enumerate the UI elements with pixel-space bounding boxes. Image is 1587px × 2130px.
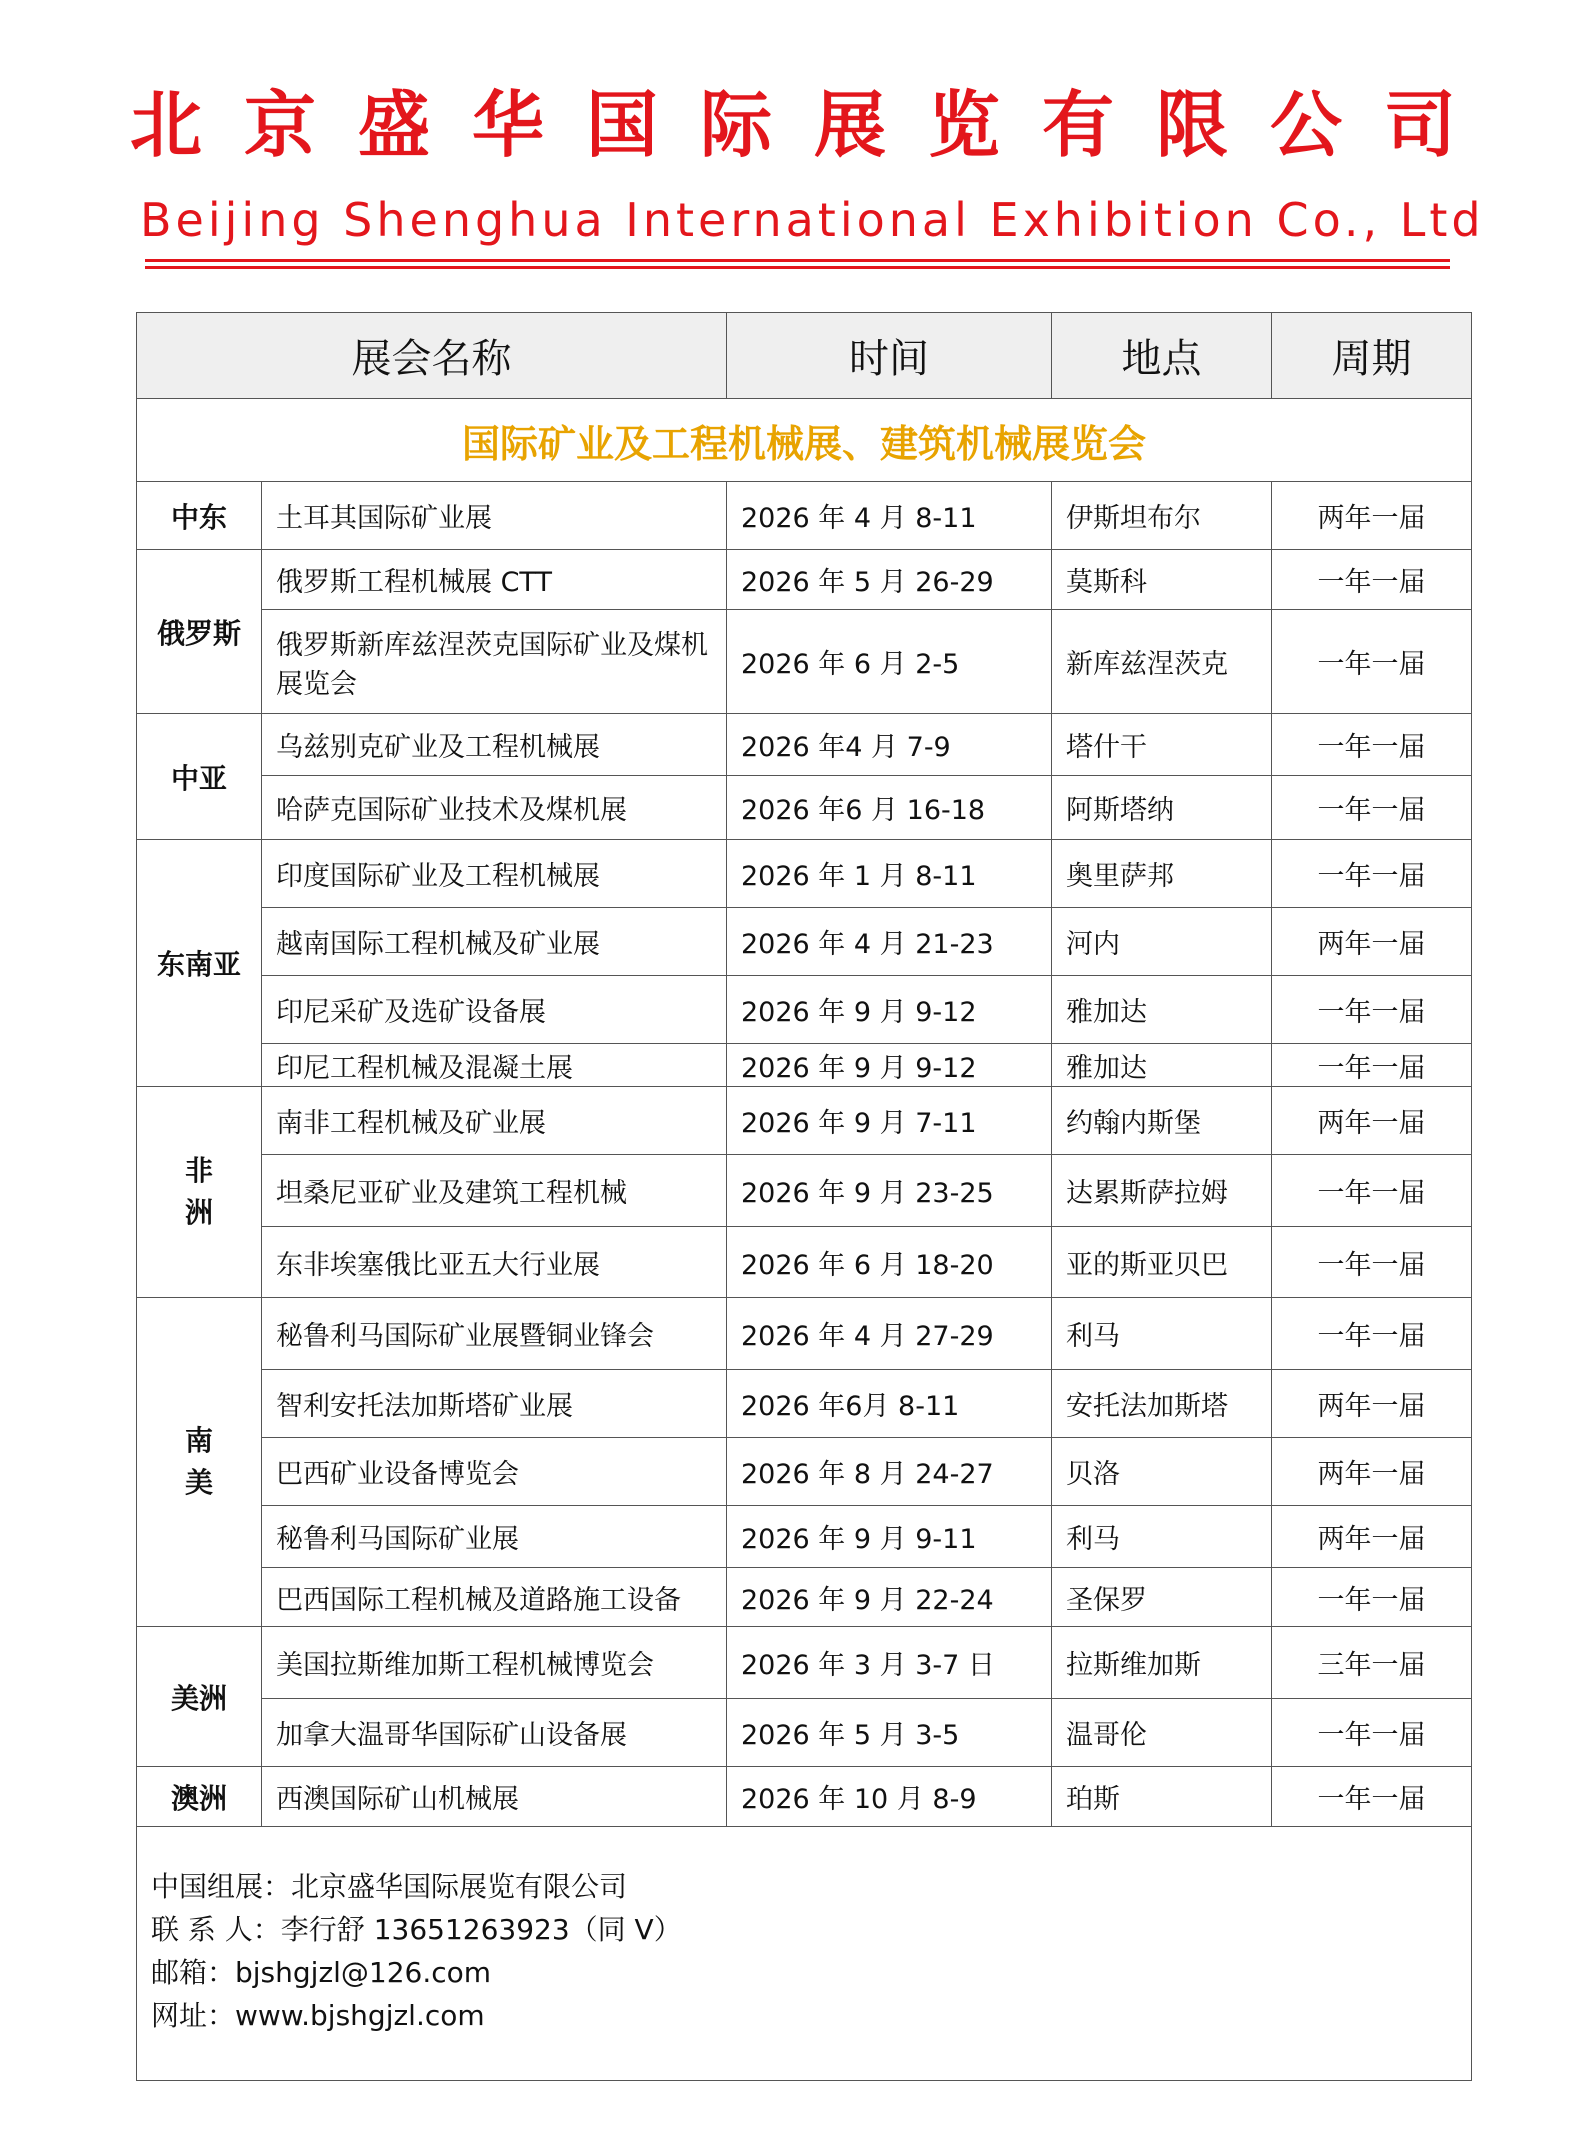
table-row bbox=[137, 1370, 1472, 1438]
exhibition-time: 2026 年4 月 7-9 bbox=[727, 714, 1052, 776]
table-row bbox=[137, 976, 1472, 1044]
exhibition-name: 智利安托法加斯塔矿业展 bbox=[262, 1370, 727, 1438]
exhibition-place: 珀斯 bbox=[1052, 1767, 1272, 1827]
exhibition-place: 约翰内斯堡 bbox=[1052, 1087, 1272, 1155]
region-label: 中东 bbox=[137, 482, 262, 550]
table-row bbox=[137, 1227, 1472, 1298]
region-label: 南美 bbox=[137, 1298, 262, 1627]
exhibition-name: 秘鲁利马国际矿业展暨铜业锋会 bbox=[262, 1298, 727, 1370]
exhibition-time: 2026 年 9 月 9-11 bbox=[727, 1506, 1052, 1568]
exhibition-time: 2026 年 6 月 2-5 bbox=[727, 610, 1052, 714]
exhibition-place: 雅加达 bbox=[1052, 1044, 1272, 1087]
exhibition-place: 塔什干 bbox=[1052, 714, 1272, 776]
exhibition-time: 2026 年 9 月 9-12 bbox=[727, 1044, 1052, 1087]
exhibition-place: 安托法加斯塔 bbox=[1052, 1370, 1272, 1438]
exhibition-cycle: 两年一届 bbox=[1272, 1506, 1472, 1568]
region-label: 非洲 bbox=[137, 1087, 262, 1298]
exhibition-time: 2026 年 4 月 8-11 bbox=[727, 482, 1052, 550]
table-row bbox=[137, 1627, 1472, 1699]
exhibition-cycle: 一年一届 bbox=[1272, 1568, 1472, 1627]
exhibition-place: 温哥伦 bbox=[1052, 1699, 1272, 1767]
section-title: 国际矿业及工程机械展、建筑机械展览会 bbox=[137, 399, 1472, 482]
table-row bbox=[137, 1044, 1472, 1087]
exhibition-time: 2026 年 6 月 18-20 bbox=[727, 1227, 1052, 1298]
organizer-line: 中国组展：北京盛华国际展览有限公司 bbox=[151, 1870, 628, 1903]
exhibition-time: 2026 年6月 8-11 bbox=[727, 1370, 1052, 1438]
exhibition-time: 2026 年 3 月 3-7 日 bbox=[727, 1627, 1052, 1699]
table-row bbox=[137, 1438, 1472, 1506]
exhibition-place: 利马 bbox=[1052, 1298, 1272, 1370]
exhibition-time: 2026 年 9 月 22-24 bbox=[727, 1568, 1052, 1627]
exhibition-cycle: 两年一届 bbox=[1272, 482, 1472, 550]
email-line: 邮箱：bjshgjzl@126.com bbox=[151, 1956, 492, 1989]
contact-person-line: 联 系 人：李行舒 13651263923（同 V） bbox=[151, 1913, 682, 1946]
table-row bbox=[137, 1568, 1472, 1627]
exhibition-time: 2026 年 8 月 24-27 bbox=[727, 1438, 1052, 1506]
exhibition-name: 巴西矿业设备博览会 bbox=[262, 1438, 727, 1506]
table-row bbox=[137, 776, 1472, 840]
exhibition-name: 俄罗斯工程机械展 CTT bbox=[262, 550, 727, 610]
exhibition-cycle: 一年一届 bbox=[1272, 1044, 1472, 1087]
exhibition-name: 南非工程机械及矿业展 bbox=[262, 1087, 727, 1155]
table-row bbox=[137, 1699, 1472, 1767]
exhibition-place: 拉斯维加斯 bbox=[1052, 1627, 1272, 1699]
region-label: 俄罗斯 bbox=[137, 550, 262, 714]
exhibition-cycle: 两年一届 bbox=[1272, 1087, 1472, 1155]
exhibition-name: 西澳国际矿山机械展 bbox=[262, 1767, 727, 1827]
table-row bbox=[137, 908, 1472, 976]
exhibition-cycle: 一年一届 bbox=[1272, 550, 1472, 610]
exhibition-time: 2026 年 1 月 8-11 bbox=[727, 840, 1052, 908]
exhibition-cycle: 两年一届 bbox=[1272, 1438, 1472, 1506]
table-row bbox=[137, 610, 1472, 714]
region-label: 美洲 bbox=[137, 1627, 262, 1767]
exhibition-place: 莫斯科 bbox=[1052, 550, 1272, 610]
exhibition-time: 2026 年 10 月 8-9 bbox=[727, 1767, 1052, 1827]
table-row bbox=[137, 1506, 1472, 1568]
exhibition-place: 阿斯塔纳 bbox=[1052, 776, 1272, 840]
exhibition-name: 巴西国际工程机械及道路施工设备 bbox=[262, 1568, 727, 1627]
exhibition-time: 2026 年 4 月 21-23 bbox=[727, 908, 1052, 976]
exhibition-name: 加拿大温哥华国际矿山设备展 bbox=[262, 1699, 727, 1767]
exhibition-place: 奥里萨邦 bbox=[1052, 840, 1272, 908]
header-rule bbox=[145, 266, 1450, 269]
table-header-row bbox=[137, 313, 1472, 399]
exhibition-table bbox=[136, 312, 1472, 2081]
col-header-time: 时间 bbox=[727, 313, 1052, 399]
exhibition-time: 2026 年 9 月 23-25 bbox=[727, 1155, 1052, 1227]
exhibition-cycle: 两年一届 bbox=[1272, 1370, 1472, 1438]
exhibition-name: 秘鲁利马国际矿业展 bbox=[262, 1506, 727, 1568]
exhibition-place: 达累斯萨拉姆 bbox=[1052, 1155, 1272, 1227]
exhibition-place: 亚的斯亚贝巴 bbox=[1052, 1227, 1272, 1298]
exhibition-place: 新库兹涅茨克 bbox=[1052, 610, 1272, 714]
table-row bbox=[137, 840, 1472, 908]
table-row bbox=[137, 1087, 1472, 1155]
exhibition-name: 美国拉斯维加斯工程机械博览会 bbox=[262, 1627, 727, 1699]
exhibition-name: 哈萨克国际矿业技术及煤机展 bbox=[262, 776, 727, 840]
section-row bbox=[137, 399, 1472, 482]
exhibition-place: 圣保罗 bbox=[1052, 1568, 1272, 1627]
region-label: 东南亚 bbox=[137, 840, 262, 1087]
exhibition-place: 伊斯坦布尔 bbox=[1052, 482, 1272, 550]
exhibition-name: 越南国际工程机械及矿业展 bbox=[262, 908, 727, 976]
exhibition-time: 2026 年 9 月 7-11 bbox=[727, 1087, 1052, 1155]
exhibition-name: 乌兹别克矿业及工程机械展 bbox=[262, 714, 727, 776]
exhibition-cycle: 一年一届 bbox=[1272, 1699, 1472, 1767]
col-header-name: 展会名称 bbox=[137, 313, 727, 399]
header-rule bbox=[145, 259, 1450, 262]
exhibition-name: 土耳其国际矿业展 bbox=[262, 482, 727, 550]
exhibition-place: 雅加达 bbox=[1052, 976, 1272, 1044]
table-row bbox=[137, 1767, 1472, 1827]
region-label: 澳洲 bbox=[137, 1767, 262, 1827]
contact-block bbox=[137, 1827, 1472, 2081]
exhibition-time: 2026 年 9 月 9-12 bbox=[727, 976, 1052, 1044]
exhibition-place: 河内 bbox=[1052, 908, 1272, 976]
exhibition-cycle: 一年一届 bbox=[1272, 1298, 1472, 1370]
table-row bbox=[137, 1298, 1472, 1370]
table-row bbox=[137, 550, 1472, 610]
exhibition-cycle: 一年一届 bbox=[1272, 1155, 1472, 1227]
exhibition-time: 2026 年6 月 16-18 bbox=[727, 776, 1052, 840]
exhibition-place: 贝洛 bbox=[1052, 1438, 1272, 1506]
exhibition-cycle: 一年一届 bbox=[1272, 840, 1472, 908]
col-header-cycle: 周期 bbox=[1272, 313, 1472, 399]
company-title-cn: 北京盛华国际展览有限公司 bbox=[130, 83, 1499, 167]
exhibition-place: 利马 bbox=[1052, 1506, 1272, 1568]
exhibition-cycle: 一年一届 bbox=[1272, 610, 1472, 714]
exhibition-name: 坦桑尼亚矿业及建筑工程机械 bbox=[262, 1155, 727, 1227]
exhibition-name: 俄罗斯新库兹涅茨克国际矿业及煤机展览会 bbox=[262, 610, 727, 714]
table-row bbox=[137, 482, 1472, 550]
exhibition-name: 东非埃塞俄比亚五大行业展 bbox=[262, 1227, 727, 1298]
exhibition-name: 印尼工程机械及混凝土展 bbox=[262, 1044, 727, 1087]
footer-row bbox=[137, 1827, 1472, 2081]
website-line: 网址：www.bjshgjzl.com bbox=[151, 1999, 485, 2032]
exhibition-time: 2026 年 4 月 27-29 bbox=[727, 1298, 1052, 1370]
col-header-place: 地点 bbox=[1052, 313, 1272, 399]
exhibition-cycle: 三年一届 bbox=[1272, 1627, 1472, 1699]
exhibition-cycle: 一年一届 bbox=[1272, 776, 1472, 840]
exhibition-cycle: 一年一届 bbox=[1272, 1227, 1472, 1298]
exhibition-name: 印尼采矿及选矿设备展 bbox=[262, 976, 727, 1044]
region-label: 中亚 bbox=[137, 714, 262, 840]
exhibition-cycle: 两年一届 bbox=[1272, 908, 1472, 976]
exhibition-cycle: 一年一届 bbox=[1272, 714, 1472, 776]
exhibition-cycle: 一年一届 bbox=[1272, 1767, 1472, 1827]
table-row bbox=[137, 714, 1472, 776]
exhibition-time: 2026 年 5 月 3-5 bbox=[727, 1699, 1052, 1767]
company-title-en: Beijing Shenghua International Exhibition Co., Ltd bbox=[140, 193, 1485, 247]
exhibition-name: 印度国际矿业及工程机械展 bbox=[262, 840, 727, 908]
table-row bbox=[137, 1155, 1472, 1227]
exhibition-time: 2026 年 5 月 26-29 bbox=[727, 550, 1052, 610]
exhibition-cycle: 一年一届 bbox=[1272, 976, 1472, 1044]
